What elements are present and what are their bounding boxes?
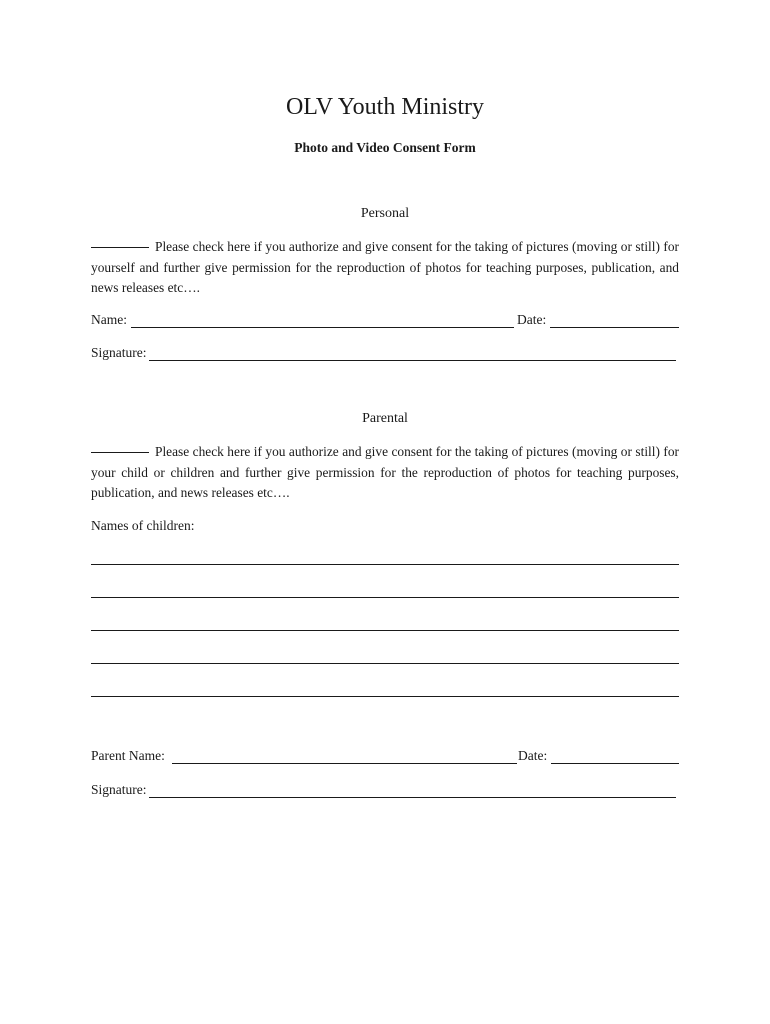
personal-consent-checkbox-line[interactable] <box>91 247 149 248</box>
children-names-row <box>91 518 679 538</box>
signature-label: Signature: <box>91 345 147 360</box>
parent-date-label: Date: <box>518 748 548 763</box>
child-name-line[interactable] <box>91 597 679 598</box>
parental-consent-paragraph <box>91 442 679 504</box>
child-name-line[interactable] <box>91 564 679 565</box>
parent-date-field[interactable] <box>551 763 679 764</box>
parent-name-field[interactable] <box>172 763 517 764</box>
parent-name-label: Parent Name: <box>91 748 165 763</box>
personal-heading: Personal <box>360 206 410 221</box>
child-name-line[interactable] <box>91 630 679 631</box>
form-title: OLV Youth Ministry <box>285 94 485 120</box>
child-name-line[interactable] <box>91 696 679 697</box>
parent-signature-field[interactable] <box>149 797 676 798</box>
parent-signature-row <box>91 782 679 802</box>
date-field[interactable] <box>550 327 679 328</box>
personal-name-date-row <box>91 312 679 332</box>
personal-consent-paragraph <box>91 237 679 299</box>
children-names-label: Names of children: <box>91 518 195 533</box>
personal-signature-row <box>91 345 679 365</box>
name-field[interactable] <box>131 327 514 328</box>
parental-consent-checkbox-line[interactable] <box>91 452 149 453</box>
personal-consent-text: Please check here if you authorize and give consent for the taking of pictures (moving or still) for yourself and further give permission for the reproduction of photos for teaching purposes, publication, and news releases etc…. <box>91 239 679 295</box>
parental-consent-text: Please check here if you authorize and give consent for the taking of pictures (moving or still) for your child or children and further give permission for the reproduction of photos for teaching purposes, publication, and news releases etc…. <box>91 444 679 500</box>
name-label: Name: <box>91 312 127 327</box>
child-name-line[interactable] <box>91 663 679 664</box>
signature-field[interactable] <box>149 360 676 361</box>
parental-heading: Parental <box>362 411 408 426</box>
date-label: Date: <box>517 312 547 327</box>
form-subtitle: Photo and Video Consent Form <box>294 140 476 155</box>
parent-signature-label: Signature: <box>91 782 147 797</box>
parent-name-date-row <box>91 748 679 768</box>
